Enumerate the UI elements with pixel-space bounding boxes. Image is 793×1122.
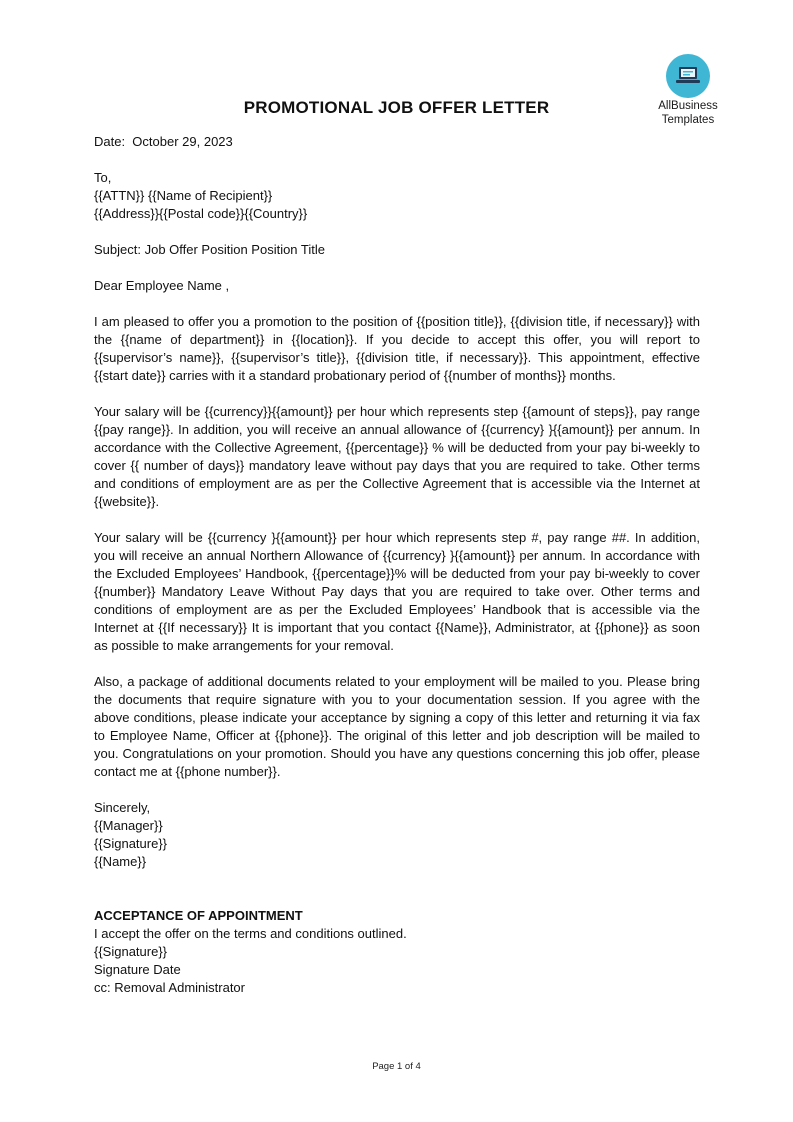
letter-title: PROMOTIONAL JOB OFFER LETTER	[243, 98, 550, 117]
address-line: {{Address}}{{Postal code}}{{Country}}	[94, 206, 308, 221]
acceptance-signature-date: Signature Date	[94, 962, 181, 977]
recipient-line: {{ATTN}} {{Name of Recipient}}	[94, 188, 273, 203]
acceptance-statement: I accept the offer on the terms and conditions outlined.	[94, 926, 407, 941]
greeting-line: Dear Employee Name ,	[94, 278, 230, 293]
page-number: Page 1 of 4	[372, 1061, 421, 1072]
closing-signature: {{Signature}}	[94, 836, 168, 851]
laptop-icon	[666, 54, 710, 98]
closing-name: {{Name}}	[94, 854, 147, 869]
paragraph-documents: Also, a package of additional documents related to your employment will be mailed to you. Please bring the documents that require signature with you to your documentation session. If you agree with the above conditions, please indicate your acceptance by signing a copy of this letter and returning it via fax to Employee Name, Officer at {{phone}}. The original of this letter and job description will be mailed to you. Congratulations on your promotion. Should you have any questions concerning this job offer, please contact me at {{phone number}}.	[94, 674, 700, 779]
logo-text-line1: AllBusiness	[658, 100, 718, 112]
paragraph-salary-collective: Your salary will be {{currency}}{{amount}} per hour which represents step {{amount of steps}}, pay range {{pay range}}. In addition, you will receive an annual allowance of {{currency} }{{amount}} per annum. In accordance with the Collective Agreement, {{percentage}} % will be deducted from your pay bi-weekly to cover {{ number of days}} mandatory leave without pay days that you are required to take. Other terms and conditions of employment are as per the Collective Agreement that is accessible via the Internet at {{website}}.	[94, 404, 700, 509]
to-line: To,	[94, 170, 112, 185]
paragraph-salary-excluded: Your salary will be {{currency }{{amount}} per hour which represents step #, pay range ##. In addition, you will receive an annual Northern Allowance of {{currency} }{{amount}} per annum. In accordance with the Excluded Employees’ Handbook, {{percentage}}% will be deducted from your pay bi-weekly to cover {{number}} Mandatory Leave Without Pay days that you are required to take over. Other terms and conditions of employment are as per the Excluded Employees’ Handbook that is accessible via the Internet at {{If necessary}} It is important that you contact {{Name}}, Administrator, at {{phone}} as soon as possible to make arrangements for your removal.	[94, 530, 700, 653]
closing-sincerely: Sincerely,	[94, 800, 151, 815]
closing-manager: {{Manager}}	[94, 818, 163, 833]
paragraph-promotion: I am pleased to offer you a promotion to the position of {{position title}}, {{division title, if necessary}} with the {{name of department}} in {{location}}. If you decide to accept this offer, you will report to {{supervisor’s name}}, {{supervisor’s title}}, {{division title, if necessary}}. This appointment, effective {{start date}} carries with it a standard probationary period of {{number of months}} months.	[94, 314, 700, 383]
date-line: Date: October 29, 2023	[94, 134, 233, 149]
logo-text-line2: Templates	[661, 114, 715, 126]
subject-line: Subject: Job Offer Position Position Title	[94, 242, 325, 257]
acceptance-signature: {{Signature}}	[94, 944, 168, 959]
acceptance-cc: cc: Removal Administrator	[94, 980, 245, 995]
letter-body	[94, 133, 700, 997]
acceptance-heading: ACCEPTANCE OF APPOINTMENT	[94, 908, 303, 923]
